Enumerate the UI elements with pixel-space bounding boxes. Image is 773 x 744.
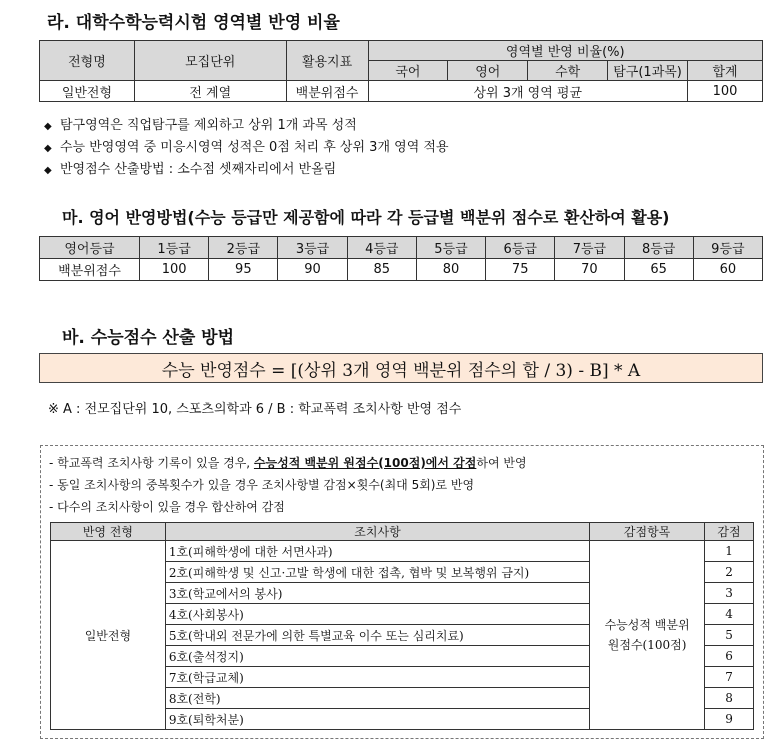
header-type: 전형명: [40, 41, 135, 81]
grade-cell: 6등급: [486, 237, 555, 259]
score-row-label: 백분위점수: [40, 259, 140, 281]
score-cell: 60: [693, 259, 762, 281]
header-total: 합계: [688, 61, 763, 81]
score-cell: 85: [347, 259, 416, 281]
row-type: 일반전형: [40, 81, 135, 102]
note-2: ◆ 수능 반영영역 중 미응시영역 성적은 0점 처리 후 상위 3개 영역 적용: [44, 140, 449, 155]
deduct-cell: 3: [705, 583, 754, 604]
deduct-item-cell: 수능성적 백분위 원점수(100점): [590, 541, 705, 730]
measure-cell: 7호(학급교체): [165, 667, 589, 688]
score-cell: 100: [140, 259, 209, 281]
deduct-cell: 5: [705, 625, 754, 646]
grade-cell: 2등급: [209, 237, 278, 259]
measure-cell: 8호(전학): [165, 688, 589, 709]
header-math: 수학: [528, 61, 608, 81]
deduction-table: [50, 522, 754, 730]
header-measure: 조치사항: [165, 523, 589, 541]
box-line-3: - 다수의 조치사항이 있을 경우 합산하여 감점: [49, 500, 285, 514]
measure-cell: 5호(학내외 전문가에 의한 특별교육 이수 또는 심리치료): [165, 625, 589, 646]
note-3: ◆ 반영점수 산출방법 : 소수점 셋째자리에서 반올림: [44, 162, 337, 177]
row-unit: 전 계열: [134, 81, 286, 102]
note-1: ◆ 탐구영역은 직업탐구를 제외하고 상위 1개 과목 성적: [44, 118, 357, 133]
grade-cell: 8등급: [624, 237, 693, 259]
score-cell: 75: [486, 259, 555, 281]
header-ratio-group: 영역별 반영 비율(%): [368, 41, 763, 61]
score-formula: 수능 반영점수 = [(상위 3개 영역 백분위 점수의 합 / 3) - B] * A: [39, 353, 763, 383]
box-line-1: - 학교폭력 조치사항 기록이 있을 경우, 수능성적 백분위 원점수(100점)에서 감점하여 반영: [49, 456, 527, 470]
grade-cell: 1등급: [140, 237, 209, 259]
grade-row: [40, 237, 763, 259]
english-grade-table: [39, 236, 763, 281]
grade-cell: 7등급: [555, 237, 624, 259]
score-row: [40, 259, 763, 281]
grade-row-label: 영어등급: [40, 237, 140, 259]
measure-cell: 9호(퇴학처분): [165, 709, 589, 730]
diamond-bullet-icon: ◆: [44, 143, 52, 154]
deduct-cell: 8: [705, 688, 754, 709]
measure-cell: 4호(사회봉사): [165, 604, 589, 625]
row-total: 100: [688, 81, 763, 102]
ratio-table: [39, 40, 763, 102]
score-cell: 70: [555, 259, 624, 281]
header-unit: 모집단위: [134, 41, 286, 81]
deduct-cell: 1: [705, 541, 754, 562]
table-row: [51, 541, 754, 562]
diamond-bullet-icon: ◆: [44, 121, 52, 132]
header-inquiry: 탐구(1과목): [608, 61, 688, 81]
row-areas: 상위 3개 영역 평균: [368, 81, 688, 102]
section-ba-title: 바. 수능점수 산출 방법: [62, 328, 235, 348]
grade-cell: 3등급: [278, 237, 347, 259]
measure-cell: 3호(학교에서의 봉사): [165, 583, 589, 604]
score-cell: 65: [624, 259, 693, 281]
apply-type-cell: 일반전형: [51, 541, 166, 730]
header-english: 영어: [448, 61, 528, 81]
measure-cell: 1호(피해학생에 대한 서면사과): [165, 541, 589, 562]
grade-cell: 5등급: [416, 237, 485, 259]
score-cell: 80: [416, 259, 485, 281]
section-ra-title: 라. 대학수학능력시험 영역별 반영 비율: [47, 13, 340, 33]
header-deduct: 감점: [705, 523, 754, 541]
score-cell: 90: [278, 259, 347, 281]
grade-cell: 4등급: [347, 237, 416, 259]
deduct-cell: 4: [705, 604, 754, 625]
emphasis-text: 수능성적 백분위 원점수(100점)에서 감점: [253, 456, 477, 470]
deduct-cell: 9: [705, 709, 754, 730]
deduct-cell: 6: [705, 646, 754, 667]
deduct-cell: 2: [705, 562, 754, 583]
section-ma-title: 마. 영어 반영방법(수능 등급만 제공함에 따라 각 등급별 백분위 점수로 환산하여 활용): [62, 208, 670, 227]
measure-cell: 6호(출석정지): [165, 646, 589, 667]
header-indicator: 활용지표: [286, 41, 368, 81]
formula-note: ※ A : 전모집단위 10, 스포츠의학과 6 / B : 학교폭력 조치사항 반영 점수: [48, 402, 462, 417]
header-korean: 국어: [368, 61, 448, 81]
diamond-bullet-icon: ◆: [44, 165, 52, 176]
school-violence-box: [40, 445, 764, 739]
header-deduct-item: 감점항목: [590, 523, 705, 541]
box-line-2: - 동일 조치사항의 중복횟수가 있을 경우 조치사항별 감점×횟수(최대 5회)로 반영: [49, 478, 475, 492]
score-cell: 95: [209, 259, 278, 281]
row-indicator: 백분위점수: [286, 81, 368, 102]
measure-cell: 2호(피해학생 및 신고·고발 학생에 대한 접촉, 협박 및 보복행위 금지): [165, 562, 589, 583]
grade-cell: 9등급: [693, 237, 762, 259]
deduct-cell: 7: [705, 667, 754, 688]
header-apply-type: 반영 전형: [51, 523, 166, 541]
